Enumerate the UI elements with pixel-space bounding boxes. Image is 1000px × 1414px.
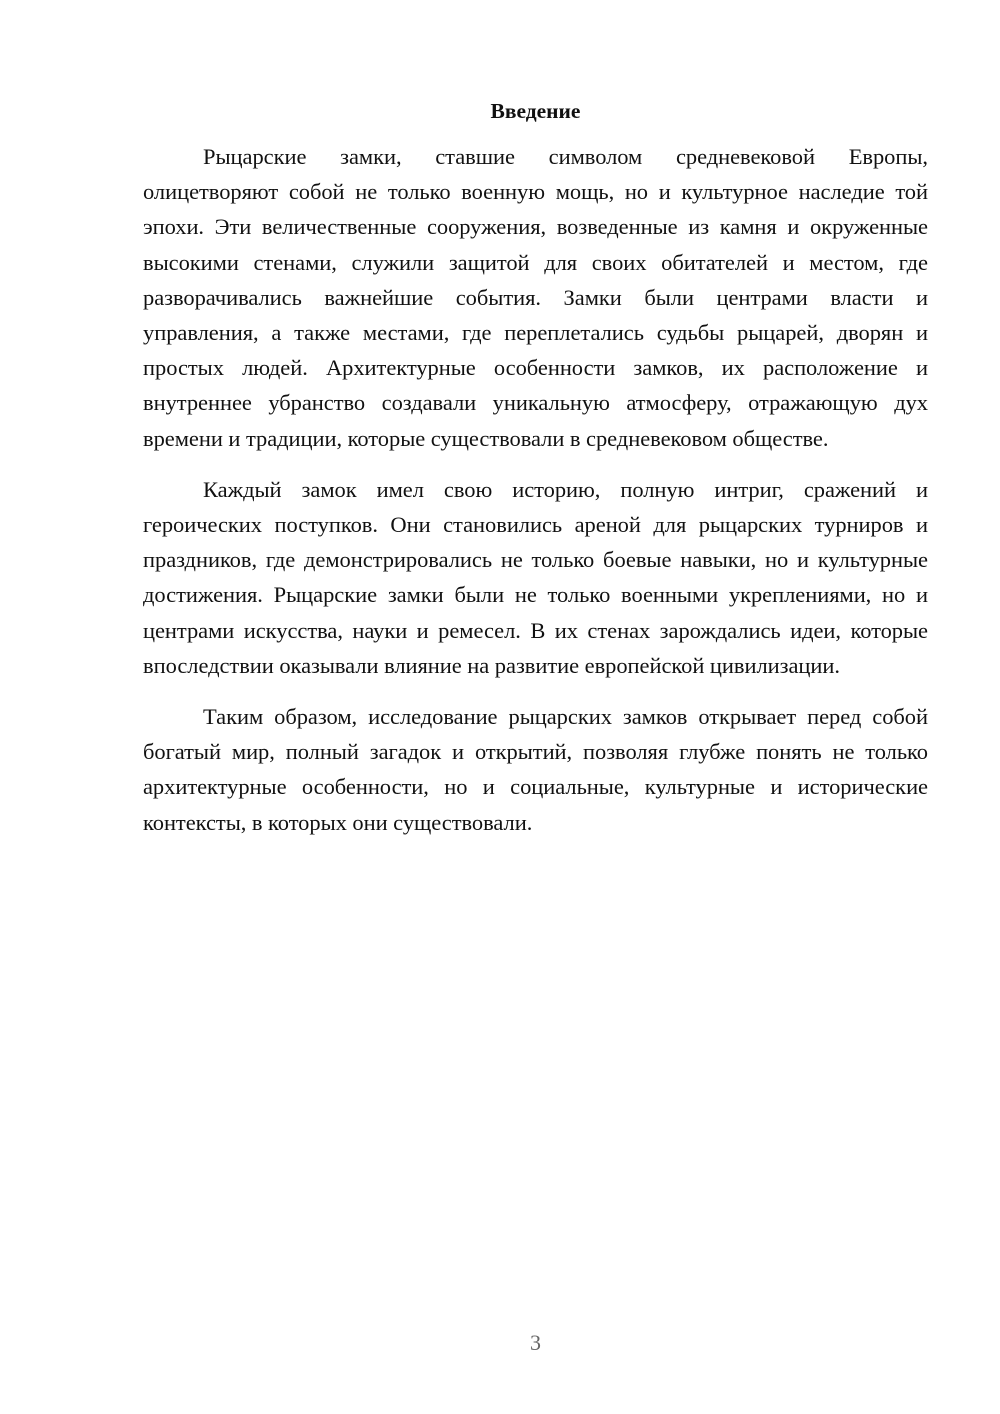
paragraph-3: Таким образом, исследование рыцарских замков открывает перед собой богатый мир, полный загадок и открытий, позволяя глубже понять не только архитектурные особенности, но и социальные, культурные и исторические контексты, в которых они существовали. [143, 704, 928, 835]
paragraph-2: Каждый замок имел свою историю, полную интриг, сражений и героических поступков. Они становились ареной для рыцарских турниров и праздников, где демонстрировались не только боевые навыки, но и культурные достижения. Рыцарские замки были не только военными укреплениями, но и центрами искусства, науки и ремесел. В их стенах зарождались идеи, которые впоследствии оказывали влияние на развитие европейской цивилизации. [143, 476, 928, 678]
paragraph-1: Рыцарские замки, ставшие символом средневековой Европы, олицетворяют собой не только военную мощь, но и культурное наследие той эпохи. Эти величественные сооружения, возведенные из камня и окруженные высокими стенами, служили защитой для своих обитателей и местом, где разворачивались важнейшие события. Замки были центрами власти и управления, а также местами, где переплетались судьбы рыцарей, дворян и простых людей. Архитектурные особенности замков, их расположение и внутреннее убранство создавали уникальную атмосферу, отражающую дух времени и традиции, которые существовали в средневековом обществе. [143, 144, 928, 451]
page-content [143, 94, 928, 856]
page-number: 3 [530, 1330, 541, 1355]
section-title: Введение [490, 99, 581, 123]
